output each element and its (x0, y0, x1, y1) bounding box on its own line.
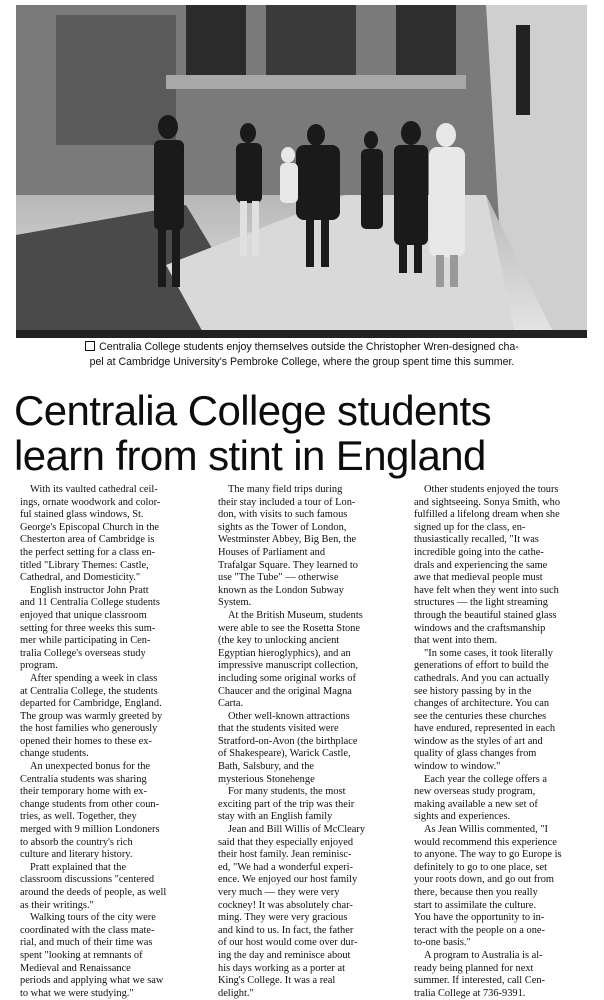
text-line: impressive manuscript collection, (218, 660, 358, 672)
text-line: For many students, the most (228, 786, 346, 798)
text-line: see history passing by in the (414, 685, 532, 697)
text-line: thusiastically recalled, "It was (414, 534, 539, 546)
paragraph (414, 774, 594, 824)
photo-of-students-icon (16, 5, 587, 338)
text-line: including some original works of (218, 672, 356, 684)
text-line: Cathedral, and Domesticity." (20, 572, 141, 584)
text-line: that the students visited were (218, 723, 339, 735)
text-line: Bath, Salsbury, and the (218, 761, 315, 773)
text-line: around the deeds of people, as well (20, 887, 167, 898)
text-line: tralia College at 736-9391. (414, 987, 526, 999)
text-line: teract with the people on a one- (414, 924, 545, 936)
text-line: their host family. Jean reminisc- (218, 849, 352, 861)
text-line: ence. We enjoyed our host family (218, 874, 358, 886)
text-line: known as the London Subway (218, 584, 344, 596)
text-line: definitely to go to one place, set (414, 861, 548, 873)
text-line: An unexpected bonus for the (30, 761, 151, 773)
text-line: ed, "We had a wonderful experi- (218, 861, 353, 873)
headline-line-2: learn from stint in England (14, 432, 486, 479)
text-line: English instructor John Pratt (30, 584, 149, 596)
text-line: Westminster Abbey, Big Ben, the (218, 534, 357, 546)
text-line: quality of glass changes from (414, 748, 537, 760)
text-line: making available a new set of (414, 798, 538, 810)
text-line: merged with 9 million Londoners (20, 824, 160, 836)
text-line: sights and experiences. (414, 811, 511, 823)
text-line: change students. (20, 748, 89, 760)
text-line: ful stained glass windows, St. (20, 509, 144, 521)
text-line: changes of architecture. You can (414, 698, 550, 710)
text-line: Centralia students was sharing (20, 773, 147, 785)
text-line: delight." (218, 987, 254, 999)
text-line: his days working as a porter at (218, 962, 345, 974)
text-line: ings, ornate woodwork and color- (20, 496, 161, 508)
paragraph (218, 824, 398, 1000)
text-line: King's College. It was a real (218, 975, 336, 987)
article-photo (16, 5, 587, 338)
text-line: Each year the college offers a (424, 773, 547, 785)
text-line: periods and applying what we saw (20, 975, 164, 987)
text-line: mer while participating in Cen- (20, 635, 151, 647)
paragraph (218, 484, 398, 610)
text-line: as their writings." (20, 899, 94, 911)
text-line: (the key to unlocking ancient (218, 635, 340, 647)
text-line: of Shakespeare), Warick Castle, (218, 748, 351, 760)
text-line: Chaucer and the original Magna (218, 685, 352, 697)
text-line: Pratt explained that the (30, 861, 127, 873)
text-line: ming. They were very gracious (218, 912, 348, 924)
text-line: cockney! It was absolutely char- (218, 899, 353, 911)
text-line: ready being planned for next (414, 962, 534, 974)
text-line: Walking tours of the city were (30, 912, 156, 924)
text-line: and kind to us. In fact, the father (218, 924, 354, 936)
headline-line-1: Centralia College students (14, 387, 492, 434)
text-line: start to assimilate the culture. (414, 899, 537, 911)
text-line: that went into them. (414, 635, 498, 647)
text-line: System. (218, 597, 252, 609)
text-line: cathedrals. And you can actually (414, 672, 550, 684)
caption-line-1: Centralia College students enjoy themselves outside the Christopher Wren-designed cha- (99, 341, 519, 353)
text-line: the host families who generously (20, 723, 158, 735)
text-line: A program to Australia is al- (424, 949, 543, 961)
text-line: and 11 Centralia College students (20, 597, 160, 609)
text-line: ing the day and reminisce about (218, 949, 351, 961)
text-line: through the beautiful stained glass (414, 609, 557, 621)
text-line: to absorb the country's rich (20, 836, 133, 848)
text-line: tries, as well. Together, they (20, 811, 137, 823)
text-line: have endured, represented in each (414, 723, 556, 735)
text-line: don, with visits to such famous (218, 509, 348, 521)
text-line: departed for Cambridge, England. (20, 698, 162, 710)
text-line: titled "Library Themes: Castle, (20, 559, 149, 571)
text-line: windows and the craftsmanship (414, 622, 546, 634)
paragraph (20, 585, 200, 673)
text-line: coordinated with the class mate- (20, 924, 155, 936)
text-line: generations of effort to build the (414, 660, 549, 672)
text-line: to what we were studying." (20, 987, 134, 999)
text-line: very much — they were very (218, 887, 340, 898)
text-line: window to window." (414, 761, 501, 773)
text-line: The many field trips during (228, 484, 343, 495)
text-line: awe that medieval people must (414, 572, 543, 584)
paragraph (20, 673, 200, 761)
text-line: their temporary home with ex- (20, 786, 147, 798)
text-line: setting for three weeks this sum- (20, 622, 156, 634)
text-line: After spending a week in class (30, 672, 158, 684)
text-line: Carta. (218, 698, 244, 710)
text-line: to-one basis." (414, 937, 471, 949)
headline (14, 388, 594, 478)
text-line: opened their homes to these ex- (20, 735, 152, 747)
text-line: Medieval and Renaissance (20, 962, 131, 974)
text-line: would recommend this experience (414, 836, 557, 848)
text-line: At the British Museum, students (228, 609, 363, 621)
text-line: Other students enjoyed the tours (424, 484, 559, 495)
text-line: sights as the Tower of London, (218, 521, 347, 533)
article-column-1 (20, 484, 200, 1000)
paragraph (20, 912, 200, 1000)
text-line: summer. If interested, call Cen- (414, 975, 545, 987)
text-line: "In some cases, it took literally (424, 647, 553, 659)
paragraph (414, 824, 594, 950)
text-line: Chesterton area of Cambridge is (20, 534, 155, 546)
text-line: enjoyed that unique classroom (20, 609, 147, 621)
text-line: and sightseeing. Sonya Smith, who (414, 496, 561, 508)
text-line: use "The Tube" — otherwise (218, 572, 339, 584)
text-line: were able to see the Rosetta Stone (218, 622, 360, 634)
text-line: of our host would come over dur- (218, 937, 358, 949)
text-line: mysterious Stonehenge (218, 773, 315, 785)
text-line: Stratford-on-Avon (the birthplace (218, 735, 358, 747)
text-line: said that they especially enjoyed (218, 836, 354, 848)
text-line: the perfect setting for a class en- (20, 546, 156, 558)
text-line: structures — the light streaming (414, 597, 548, 609)
text-line: at Centralia College, the students (20, 685, 158, 697)
text-line: fulfilled a lifelong dream when she (414, 509, 560, 521)
text-line: culture and literary history. (20, 849, 133, 861)
text-line: there, because then you really (414, 887, 538, 898)
paragraph (414, 950, 594, 1000)
paragraph (20, 862, 200, 912)
paragraph (20, 761, 200, 862)
paragraph (218, 610, 398, 711)
text-line: With its vaulted cathedral ceil- (30, 484, 158, 495)
paragraph (414, 484, 594, 648)
text-line: program. (20, 660, 58, 672)
text-line: tralia College's overseas study (20, 647, 146, 659)
text-line: Jean and Bill Willis of McCleary (228, 824, 366, 836)
photo-caption (16, 340, 588, 370)
text-line: Houses of Parliament and (218, 546, 326, 558)
text-line: classroom discussions "centered (20, 874, 155, 886)
text-line: new overseas study program, (414, 786, 536, 798)
text-line: The group was warmly greeted by (20, 710, 163, 722)
text-line: You have the opportunity to in- (414, 912, 545, 924)
text-line: rial, and much of their time was (20, 937, 153, 949)
text-line: Other well-known attractions (228, 710, 350, 722)
paragraph (20, 484, 200, 585)
paragraph (218, 711, 398, 787)
text-line: exciting part of the trip was their (218, 798, 355, 810)
text-line: drals and experiencing the same (414, 559, 548, 571)
text-line: change students from other coun- (20, 798, 160, 810)
text-line: their stay included a tour of Lon- (218, 496, 356, 508)
text-line: signed up for the class, en- (414, 521, 526, 533)
text-line: incredible going into the cathe- (414, 546, 544, 558)
text-line: see the centuries these churches (414, 710, 547, 722)
text-line: Egyptian hieroglyphics), and an (218, 647, 351, 659)
paragraph (414, 648, 594, 774)
text-line: have felt when they went into such (414, 584, 559, 596)
text-line: to anyone. The way to go Europe is (414, 849, 562, 861)
article-column-2 (218, 484, 398, 1000)
text-line: As Jean Willis commented, "I (424, 824, 548, 836)
text-line: George's Episcopal Church in the (20, 521, 160, 533)
text-line: stay with an English family (218, 811, 333, 823)
text-line: window as the styles of art and (414, 735, 543, 747)
text-line: your roots down, and go out from (414, 874, 554, 886)
paragraph (218, 786, 398, 824)
article-column-3 (414, 484, 594, 1000)
text-line: spent "looking at remnants of (20, 949, 143, 961)
text-line: Trafalgar Square. They learned to (218, 559, 358, 571)
caption-line-2: pel at Cambridge University's Pembroke College, where the group spent time this summer. (89, 356, 515, 368)
caption-marker-icon (85, 341, 95, 351)
